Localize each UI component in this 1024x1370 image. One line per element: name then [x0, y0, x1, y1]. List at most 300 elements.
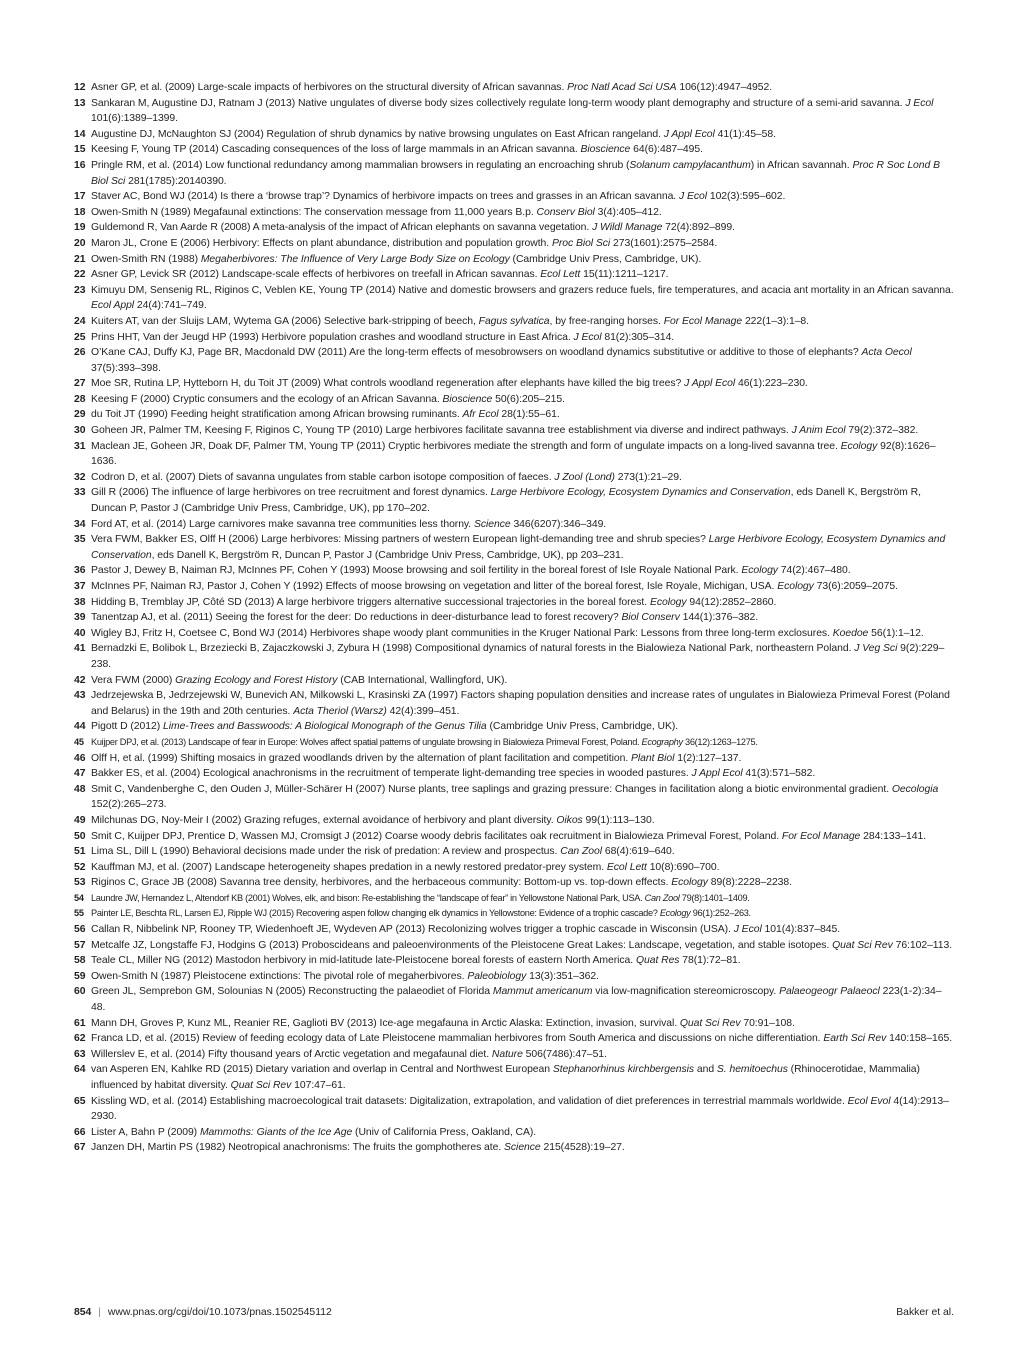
reference-text-segment: via low-magnification stereomicroscopy. [592, 986, 780, 998]
reference-text [91, 220, 954, 236]
reference-italic-text: J Ecol [905, 97, 934, 109]
reference-text [91, 673, 954, 689]
reference-text [91, 563, 954, 579]
reference-item [74, 735, 954, 751]
reference-text-segment: 4(14):2913–2930. [91, 1095, 949, 1123]
reference-text-segment: Smit C, Vandenberghe C, den Ouden J, Müller-Schärer H (2007) Nurse plants, tree saplings and grazing pressure: Changes in facilitation along a biotic environmental gradient. [91, 783, 892, 795]
reference-italic-text: Mammoths: Giants of the Ice Age [199, 1126, 353, 1138]
reference-text [91, 96, 954, 127]
reference-number: 28 [74, 393, 86, 405]
reference-text-segment: Vera FWM, Bakker ES, Olff H (2006) Large herbivores: Missing partners of western European light-demanding tree and shrub species? [91, 534, 709, 546]
reference-item [74, 205, 954, 221]
reference-text-segment: 81(2):305–314. [601, 331, 675, 343]
reference-italic-text: J Veg Sci [854, 643, 898, 655]
reference-number: 50 [74, 830, 86, 842]
reference-number: 26 [74, 347, 86, 359]
reference-item [74, 922, 954, 938]
reference-item [74, 688, 954, 719]
reference-number: 31 [74, 440, 86, 452]
reference-text-segment: , eds Danell K, Bergström R, Duncan P, Pastor J (Cambridge Univ Press, Cambridge, UK), pp 203–231. [151, 549, 624, 561]
reference-number: 15 [74, 144, 86, 156]
reference-text [91, 470, 954, 486]
reference-number: 52 [74, 861, 86, 873]
reference-item [74, 953, 954, 969]
reference-text [91, 345, 954, 376]
reference-number: 44 [74, 721, 86, 733]
reference-text-segment: Kauffman MJ, et al. (2007) Landscape heterogeneity shapes predation in a newly restored predator-prey system. [91, 861, 607, 873]
reference-text [91, 236, 954, 252]
reference-italic-text: Quat Sci Rev [230, 1080, 292, 1091]
reference-item [74, 673, 954, 689]
reference-text-segment: Metcalfe JZ, Longstaffe FJ, Hodgins G (2013) Proboscideans and paleoenvironments of the Pleistocene Great Lakes: Landscape, vegetation, and stable isotopes. [91, 939, 833, 951]
reference-number: 59 [74, 970, 86, 982]
reference-italic-text: Proc R Soc Lond B Biol Sci [91, 159, 940, 187]
reference-item [74, 392, 954, 408]
reference-item [74, 252, 954, 268]
reference-number: 32 [74, 471, 86, 483]
reference-text-segment: Bernadzki E, Bolibok L, Brzeziecki B, Zajaczkowski J, Zybura H (1998) Compositional dynamics of natural forests in the Bialowieza National Park, northeastern Poland. [91, 643, 855, 655]
reference-item [74, 470, 954, 486]
reference-text-segment: 92(8):1626–1636. [91, 440, 936, 468]
reference-text-segment: Prins HHT, Van der Jeugd HP (1993) Herbivore population crashes and woodland structure in East Africa. [91, 331, 574, 343]
reference-text-segment: Moe SR, Rutina LP, Hytteborn H, du Toit JT (2009) What controls woodland regeneration after elephants have killed the big trees? [91, 378, 685, 390]
reference-italic-text: Acta Oecol [861, 347, 912, 359]
footer-left [74, 1307, 332, 1318]
reference-text [91, 252, 954, 268]
reference-text [91, 610, 954, 626]
reference-italic-text: Ecology [741, 565, 778, 577]
reference-number: 51 [74, 846, 86, 858]
reference-text [91, 906, 954, 922]
reference-item [74, 641, 954, 672]
reference-item [74, 1125, 954, 1141]
reference-text-segment: Willerslev E, et al. (2014) Fifty thousand years of Arctic vegetation and megafaunal diet. [91, 1048, 492, 1060]
reference-item [74, 610, 954, 626]
reference-number: 21 [74, 253, 86, 265]
reference-text-segment: 9(2):229–238. [91, 643, 945, 670]
reference-text [91, 189, 954, 205]
reference-text-segment: 28(1):55–61. [498, 409, 560, 421]
reference-text [91, 891, 954, 907]
reference-text [91, 984, 954, 1015]
reference-text-segment: 50(6):205–215. [492, 393, 565, 405]
reference-number: 36 [74, 565, 86, 577]
reference-italic-text: J Zool (Lond) [554, 471, 615, 483]
reference-text-segment: Owen-Smith N (1987) Pleistocene extinctions: The pivotal role of megaherbivores. [91, 970, 468, 982]
reference-italic-text: Science [504, 1142, 541, 1154]
reference-number: 25 [74, 331, 86, 343]
footer-separator: | [98, 1307, 101, 1318]
reference-item [74, 719, 954, 735]
reference-text-segment: 3(4):405–412. [594, 206, 662, 218]
reference-text [91, 922, 954, 938]
reference-italic-text: Acta Theriol (Warsz) [293, 705, 387, 717]
reference-text-segment: 72(4):892–899. [662, 222, 735, 234]
reference-item [74, 1062, 954, 1093]
reference-item [74, 563, 954, 579]
reference-item [74, 766, 954, 782]
reference-text-segment: 106(12):4947–4952. [676, 82, 773, 93]
reference-text [91, 595, 954, 611]
reference-italic-text: Oecologia [891, 783, 939, 795]
reference-text-segment: Pigott D (2012) [91, 721, 163, 733]
reference-text [91, 439, 954, 470]
reference-text-segment: van Asperen EN, Kahlke RD (2015) Dietary variation and overlap in Central and Northwest European [91, 1064, 553, 1076]
reference-number: 41 [74, 643, 86, 655]
reference-text [91, 392, 954, 408]
reference-text-segment: 140:158–165. [886, 1033, 953, 1045]
reference-number: 14 [74, 128, 86, 140]
reference-italic-text: Ecography [641, 736, 683, 747]
reference-text-segment: du Toit JT (1990) Feeding height stratification among African browsing ruminants. [91, 409, 463, 421]
reference-italic-text: Bioscience [580, 144, 631, 156]
reference-text [91, 1062, 954, 1093]
reference-item [74, 267, 954, 283]
reference-text-segment: 56(1):1–12. [868, 627, 924, 639]
reference-list [74, 80, 954, 1156]
reference-text [91, 423, 954, 439]
reference-italic-text: Can Zool [560, 846, 602, 858]
reference-text [91, 283, 954, 314]
reference-italic-text: J Appl Ecol [663, 128, 715, 140]
reference-italic-text: J Wildl Manage [592, 222, 663, 234]
reference-item [74, 1031, 954, 1047]
reference-number: 53 [74, 877, 86, 889]
reference-number: 46 [74, 752, 86, 764]
reference-text [91, 407, 954, 423]
reference-item [74, 142, 954, 158]
reference-text-segment: 74(2):467–480. [777, 565, 851, 577]
page-footer [74, 1307, 954, 1318]
reference-text-segment: 107:47–61. [291, 1080, 346, 1091]
reference-italic-text: Ecology [659, 908, 691, 919]
reference-number: 19 [74, 222, 86, 234]
reference-text-segment: 46(1):223–230. [735, 378, 808, 390]
reference-text-segment: 102(3):595–602. [707, 191, 786, 203]
reference-italic-text: Stephanorhinus kirchbergensis [552, 1064, 695, 1076]
reference-text-segment: 144(1):376–382. [679, 612, 759, 624]
reference-number: 45 [74, 736, 84, 747]
footer-authors: Bakker et al. [896, 1307, 954, 1318]
reference-text-segment: 346(6207):346–349. [510, 518, 607, 530]
reference-text-segment: ) in African savannah. [750, 159, 853, 171]
reference-item [74, 517, 954, 533]
reference-number: 64 [74, 1064, 86, 1076]
reference-text-segment: Jedrzejewska B, Jedrzejewski W, Bunevich AN, Milkowski L, Krasinski ZA (1997) Factors shaping population densities and increase rates of ungulates in Bialowieza Primeval Forest (Poland and Belarus) in the 19th and 20th centuries. [91, 690, 950, 717]
reference-text [91, 376, 954, 392]
reference-italic-text: Plant Biol [631, 752, 675, 764]
reference-item [74, 751, 954, 767]
reference-text-segment: Kissling WD, et al. (2014) Establishing macroecological trait datasets: Digitalization, extrapolation, and validation of diet preferences in terrestrial mammals worldwide. [91, 1095, 848, 1107]
reference-number: 48 [74, 783, 86, 795]
reference-item [74, 158, 954, 189]
reference-text [91, 688, 954, 719]
reference-italic-text: Proc Biol Sci [551, 237, 611, 249]
reference-text-segment: 13(3):351–362. [526, 970, 599, 982]
reference-italic-text: J Ecol [679, 191, 707, 203]
reference-text-segment: 215(4528):19–27. [540, 1142, 625, 1154]
reference-text-segment: Maclean JE, Goheen JR, Doak DF, Palmer TM, Young TP (2011) Cryptic herbivores mediate the strength and form of ungulate impacts on a long-lived savanna tree. [91, 440, 841, 452]
reference-italic-text: Nature [491, 1048, 523, 1060]
reference-text-segment: 152(2):265–273. [91, 799, 167, 811]
reference-item [74, 407, 954, 423]
reference-text-segment: Janzen DH, Martin PS (1982) Neotropical anachronisms: The fruits the gomphotheres ate. [91, 1142, 505, 1154]
reference-text-segment: 101(4):837–845. [761, 924, 841, 936]
reference-text-segment: Owen-Smith RN (1988) [91, 253, 201, 265]
reference-italic-text: Ecology [649, 596, 687, 608]
reference-text-segment: 36(12):1263–1275. [682, 736, 758, 747]
reference-number: 39 [74, 612, 86, 624]
reference-number: 55 [74, 908, 84, 919]
reference-item [74, 485, 954, 516]
reference-text-segment: Hidding B, Tremblay JP, Côté SD (2013) A large herbivore triggers alternative successional trajectories in the boreal forest. [91, 596, 650, 608]
reference-number: 65 [74, 1095, 86, 1107]
reference-number: 58 [74, 955, 86, 967]
reference-text-segment: 42(4):399–451. [386, 705, 460, 717]
reference-text [91, 860, 954, 876]
reference-number: 49 [74, 814, 86, 826]
reference-item [74, 782, 954, 813]
reference-text [91, 844, 954, 860]
reference-item [74, 189, 954, 205]
reference-text-segment: Laundre JW, Hernandez L, Altendorf KB (2001) Wolves, elk, and bison: Re-establishing the “landscape of fear” in Yellowstone National Park, USA. [91, 892, 645, 903]
reference-item [74, 1047, 954, 1063]
reference-number: 56 [74, 924, 86, 936]
reference-italic-text: Large Herbivore Ecology, Ecosystem Dynamics and Conservation [490, 487, 791, 499]
reference-text-segment: 70:91–108. [740, 1017, 795, 1029]
reference-text [91, 485, 954, 516]
reference-text-segment: Lima SL, Dill L (1990) Behavioral decisions made under the risk of predation: A review and prospectus. [91, 846, 561, 858]
reference-italic-text: Ecology [777, 581, 814, 592]
reference-text-segment: Green JL, Semprebon GM, Solounias N (2005) Reconstructing the palaeodiet of Florida [91, 986, 493, 998]
reference-item [74, 626, 954, 642]
reference-text-segment: and [694, 1064, 717, 1076]
reference-italic-text: Solanum campylacanthum [629, 159, 751, 171]
reference-number: 23 [74, 284, 86, 296]
reference-text-segment: (Rhinocerotidae, Mammalia) influenced by habitat diversity. [91, 1064, 920, 1091]
reference-text-segment: Owen-Smith N (1989) Megafaunal extinctions: The conservation message from 11,000 years B.p. [91, 206, 537, 218]
reference-number: 29 [74, 409, 86, 421]
reference-item [74, 236, 954, 252]
reference-italic-text: Quat Res [635, 955, 680, 967]
reference-text [91, 1031, 954, 1047]
reference-italic-text: Lime-Trees and Basswoods: A Biological Monograph of the Genus Tilia [162, 721, 487, 733]
reference-italic-text: Can Zool [644, 892, 680, 903]
reference-number: 24 [74, 315, 86, 327]
reference-text-segment: 10(8):690–700. [646, 861, 720, 873]
reference-italic-text: Ecol Evol [847, 1095, 891, 1107]
reference-number: 61 [74, 1017, 86, 1029]
reference-text-segment: 41(1):45–58. [714, 128, 776, 140]
reference-italic-text: Koedoe [832, 627, 869, 639]
reference-text-segment: 79(8):1401–1409. [679, 892, 750, 903]
reference-number: 66 [74, 1126, 86, 1138]
reference-italic-text: Ecol Lett [540, 269, 581, 281]
reference-italic-text: Earth Sci Rev [823, 1033, 887, 1045]
reference-text-segment: 273(1601):2575–2584. [610, 237, 718, 249]
reference-text-segment: 96(1):252–263. [690, 908, 751, 919]
reference-text [91, 735, 954, 751]
reference-text-segment: McInnes PF, Naiman RJ, Pastor J, Cohen Y (1992) Effects of moose browsing on vegetation and litter of the boreal forest, Isle Royale, Michigan, USA. [91, 581, 778, 592]
reference-text-segment: 73(6):2059–2075. [813, 581, 898, 592]
reference-text-segment: , by free-ranging horses. [549, 315, 664, 327]
reference-number: 30 [74, 425, 86, 437]
doi-link[interactable]: www.pnas.org/cgi/doi/10.1073/pnas.1502545112 [107, 1307, 332, 1318]
reference-text-segment: (Univ of California Press, Oakland, CA). [352, 1126, 537, 1138]
reference-text-segment: (Cambridge Univ Press, Cambridge, UK). [486, 721, 679, 733]
reference-item [74, 829, 954, 845]
reference-text [91, 782, 954, 813]
reference-text-segment: 76:102–113. [892, 939, 953, 951]
reference-text-segment: 222(1–3):1–8. [742, 315, 809, 327]
reference-text [91, 969, 954, 985]
reference-text [91, 80, 954, 96]
reference-number: 35 [74, 534, 86, 546]
reference-italic-text: Fagus sylvatica [478, 315, 550, 327]
reference-number: 62 [74, 1033, 86, 1045]
reference-item [74, 220, 954, 236]
reference-number: 67 [74, 1142, 86, 1154]
reference-number: 42 [74, 674, 86, 686]
reference-text [91, 267, 954, 283]
reference-text-segment: (CAB International, Wallingford, UK). [337, 674, 508, 686]
reference-text-segment: Guldemond R, Van Aarde R (2008) A meta-analysis of the impact of African elephants on savanna vegetation. [91, 222, 593, 234]
reference-text-segment: 1(2):127–137. [674, 752, 742, 764]
reference-item [74, 127, 954, 143]
reference-italic-text: J Appl Ecol [691, 768, 743, 780]
reference-number: 40 [74, 627, 86, 639]
reference-italic-text: Bioscience [442, 393, 493, 405]
reference-text-segment: Callan R, Nibbelink NP, Rooney TP, Wiedenhoeft JE, Wydeven AP (2013) Recolonizing wolves trigger a trophic cascade in Wisconsin (USA). [91, 924, 734, 936]
reference-italic-text: Afr Ecol [462, 409, 499, 421]
reference-text-segment: Teale CL, Miller NG (2012) Mastodon herbivory in mid-latitude late-Pleistocene boreal forests of eastern North America. [91, 955, 636, 967]
reference-text-segment: Staver AC, Bond WJ (2014) Is there a ‘browse trap’? Dynamics of herbivore impacts on trees and grasses in an African savanna. [91, 191, 679, 203]
reference-item [74, 844, 954, 860]
reference-italic-text: Biol Conserv [621, 612, 680, 624]
reference-text-segment: 89(8):2228–2238. [707, 877, 792, 889]
reference-text-segment: Pringle RM, et al. (2014) Low functional redundancy among mammalian browsers in regulating an encroaching shrub ( [91, 159, 630, 171]
reference-text-segment: Lister A, Bahn P (2009) [91, 1126, 200, 1138]
reference-text [91, 330, 954, 346]
reference-text-segment: O’Kane CAJ, Duffy KJ, Page BR, Macdonald DW (2011) Are the long-term effects of mesobrowsers on woodland dynamics substitutive or additive to those of elephants? [91, 347, 862, 359]
reference-text [91, 158, 954, 189]
reference-text-segment: 78(1):72–81. [679, 955, 741, 967]
reference-text [91, 641, 954, 672]
reference-text-segment: Kimuyu DM, Sensenig RL, Riginos C, Veblen KE, Young TP (2014) Native and domestic browsers and grazers reduce fuels, fire temperatures, and acacia ant mortality in an African savanna. [91, 284, 954, 296]
reference-italic-text: Grazing Ecology and Forest History [175, 674, 338, 686]
reference-item [74, 984, 954, 1015]
reference-number: 16 [74, 159, 86, 171]
reference-text [91, 626, 954, 642]
reference-text-segment: Tanentzap AJ, et al. (2011) Seeing the forest for the deer: Do reductions in deer-disturbance lead to forest recovery? [91, 612, 622, 624]
reference-italic-text: Quat Sci Rev [832, 939, 893, 951]
reference-item [74, 439, 954, 470]
reference-italic-text: Proc Natl Acad Sci USA [567, 82, 677, 93]
reference-number: 57 [74, 939, 86, 951]
reference-text-segment: 506(7486):47–51. [522, 1048, 607, 1060]
reference-text-segment: Wigley BJ, Fritz H, Coetsee C, Bond WJ (2014) Herbivores shape woody plant communities in the Kruger National Park: Lessons from three long-term exclosures. [91, 627, 833, 639]
reference-text [91, 1016, 954, 1032]
reference-text-segment: 41(3):571–582. [742, 768, 816, 780]
reference-text-segment: Milchunas DG, Noy-Meir I (2002) Grazing refuges, external avoidance of herbivory and plant diversity. [91, 814, 557, 826]
reference-text [91, 829, 954, 845]
reference-number: 20 [74, 237, 86, 249]
reference-text-segment: 37(5):393–398. [91, 362, 161, 374]
reference-text-segment: 15(11):1211–1217. [580, 269, 669, 281]
reference-text [91, 1140, 954, 1156]
reference-text-segment: Augustine DJ, McNaughton SJ (2004) Regulation of shrub dynamics by native browsing ungulates on East African rangeland. [91, 128, 664, 140]
reference-text [91, 579, 954, 595]
reference-text-segment: Vera FWM (2000) [91, 674, 176, 686]
reference-text-segment: 281(1785):20140390. [125, 175, 227, 187]
reference-text [91, 127, 954, 143]
reference-number: 12 [74, 82, 86, 93]
reference-item [74, 969, 954, 985]
reference-italic-text: Ecology [840, 440, 878, 452]
reference-text-segment: 24(4):741–749. [134, 300, 207, 312]
reference-text-segment: Franca LD, et al. (2015) Review of feeding ecology data of Late Pleistocene mammalian herbivores from South America and discussions on niche differentiation. [91, 1033, 824, 1045]
reference-number: 18 [74, 206, 86, 218]
reference-text-segment: 79(2):372–382. [845, 425, 919, 437]
reference-text-segment: 94(12):2852–2860. [686, 596, 777, 608]
reference-text-segment: Mann DH, Groves P, Kunz ML, Reanier RE, Gaglioti BV (2013) Ice-age megafauna in Arctic Alaska: Extinction, invasion, survival. [91, 1017, 680, 1029]
reference-text-segment: Asner GP, Levick SR (2012) Landscape-scale effects of herbivores on treefall in African savannas. [91, 269, 541, 281]
reference-text [91, 1125, 954, 1141]
reference-item [74, 938, 954, 954]
reference-number: 43 [74, 690, 86, 702]
reference-number: 33 [74, 487, 86, 499]
reference-item [74, 906, 954, 922]
reference-text-segment: Olff H, et al. (1999) Shifting mosaics in grazed woodlands driven by the alternation of plant facilitation and competition. [91, 752, 631, 764]
reference-italic-text: Mammut americanum [492, 986, 593, 998]
reference-text-segment: Riginos C, Grace JB (2008) Savanna tree density, herbivores, and the herbaceous community: Bottom-up vs. top-down effects. [91, 877, 672, 889]
reference-item [74, 1140, 954, 1156]
reference-text [91, 766, 954, 782]
reference-number: 63 [74, 1048, 86, 1060]
reference-text-segment: , eds Danell K, Bergström R, Duncan P, Pastor J (Cambridge Univ Press, Cambridge, UK), pp 170–202. [91, 487, 921, 515]
reference-item [74, 860, 954, 876]
reference-item [74, 1094, 954, 1125]
reference-text-segment: Kuijper DPJ, et al. (2013) Landscape of fear in Europe: Wolves affect spatial patterns of ungulate browsing in Bialowieza Primeval Forest, Poland. [91, 736, 642, 747]
reference-italic-text: Megaherbivores: The Influence of Very Large Body Size on Ecology [200, 253, 510, 265]
reference-italic-text: Oikos [556, 814, 583, 826]
reference-italic-text: For Ecol Manage [781, 830, 861, 842]
page-number: 854 [74, 1307, 92, 1318]
reference-item [74, 376, 954, 392]
reference-number: 34 [74, 518, 86, 530]
reference-item [74, 80, 954, 96]
reference-text [91, 142, 954, 158]
reference-text [91, 517, 954, 533]
reference-number: 13 [74, 97, 86, 109]
reference-text [91, 314, 954, 330]
reference-number: 27 [74, 378, 86, 390]
reference-text-segment: 223(1-2):34–48. [91, 986, 942, 1014]
reference-text-segment: Bakker ES, et al. (2004) Ecological anachronisms in the recruitment of temperate light-demanding tree species in wooded pastures. [91, 768, 692, 780]
reference-text-segment: (Cambridge Univ Press, Cambridge, UK). [509, 253, 702, 265]
reference-text-segment: 64(6):487–495. [630, 144, 703, 156]
reference-text-segment: Codron D, et al. (2007) Diets of savanna ungulates from stable carbon isotope composition of faeces. [91, 471, 555, 483]
reference-text-segment: Maron JL, Crone E (2006) Herbivory: Effects on plant abundance, distribution and population growth. [91, 237, 552, 249]
reference-item [74, 96, 954, 127]
reference-text [91, 875, 954, 891]
reference-number: 60 [74, 986, 86, 998]
reference-text-segment: 99(1):113–130. [582, 814, 655, 826]
reference-italic-text: J Anim Ecol [791, 425, 846, 437]
reference-text-segment: Painter LE, Beschta RL, Larsen EJ, Ripple WJ (2015) Recovering aspen follow changing elk dynamics in Yellowstone: Evidence of a trophic cascade? [91, 908, 660, 919]
reference-italic-text: Paleobiology [467, 970, 527, 982]
reference-italic-text: Science [473, 518, 511, 530]
